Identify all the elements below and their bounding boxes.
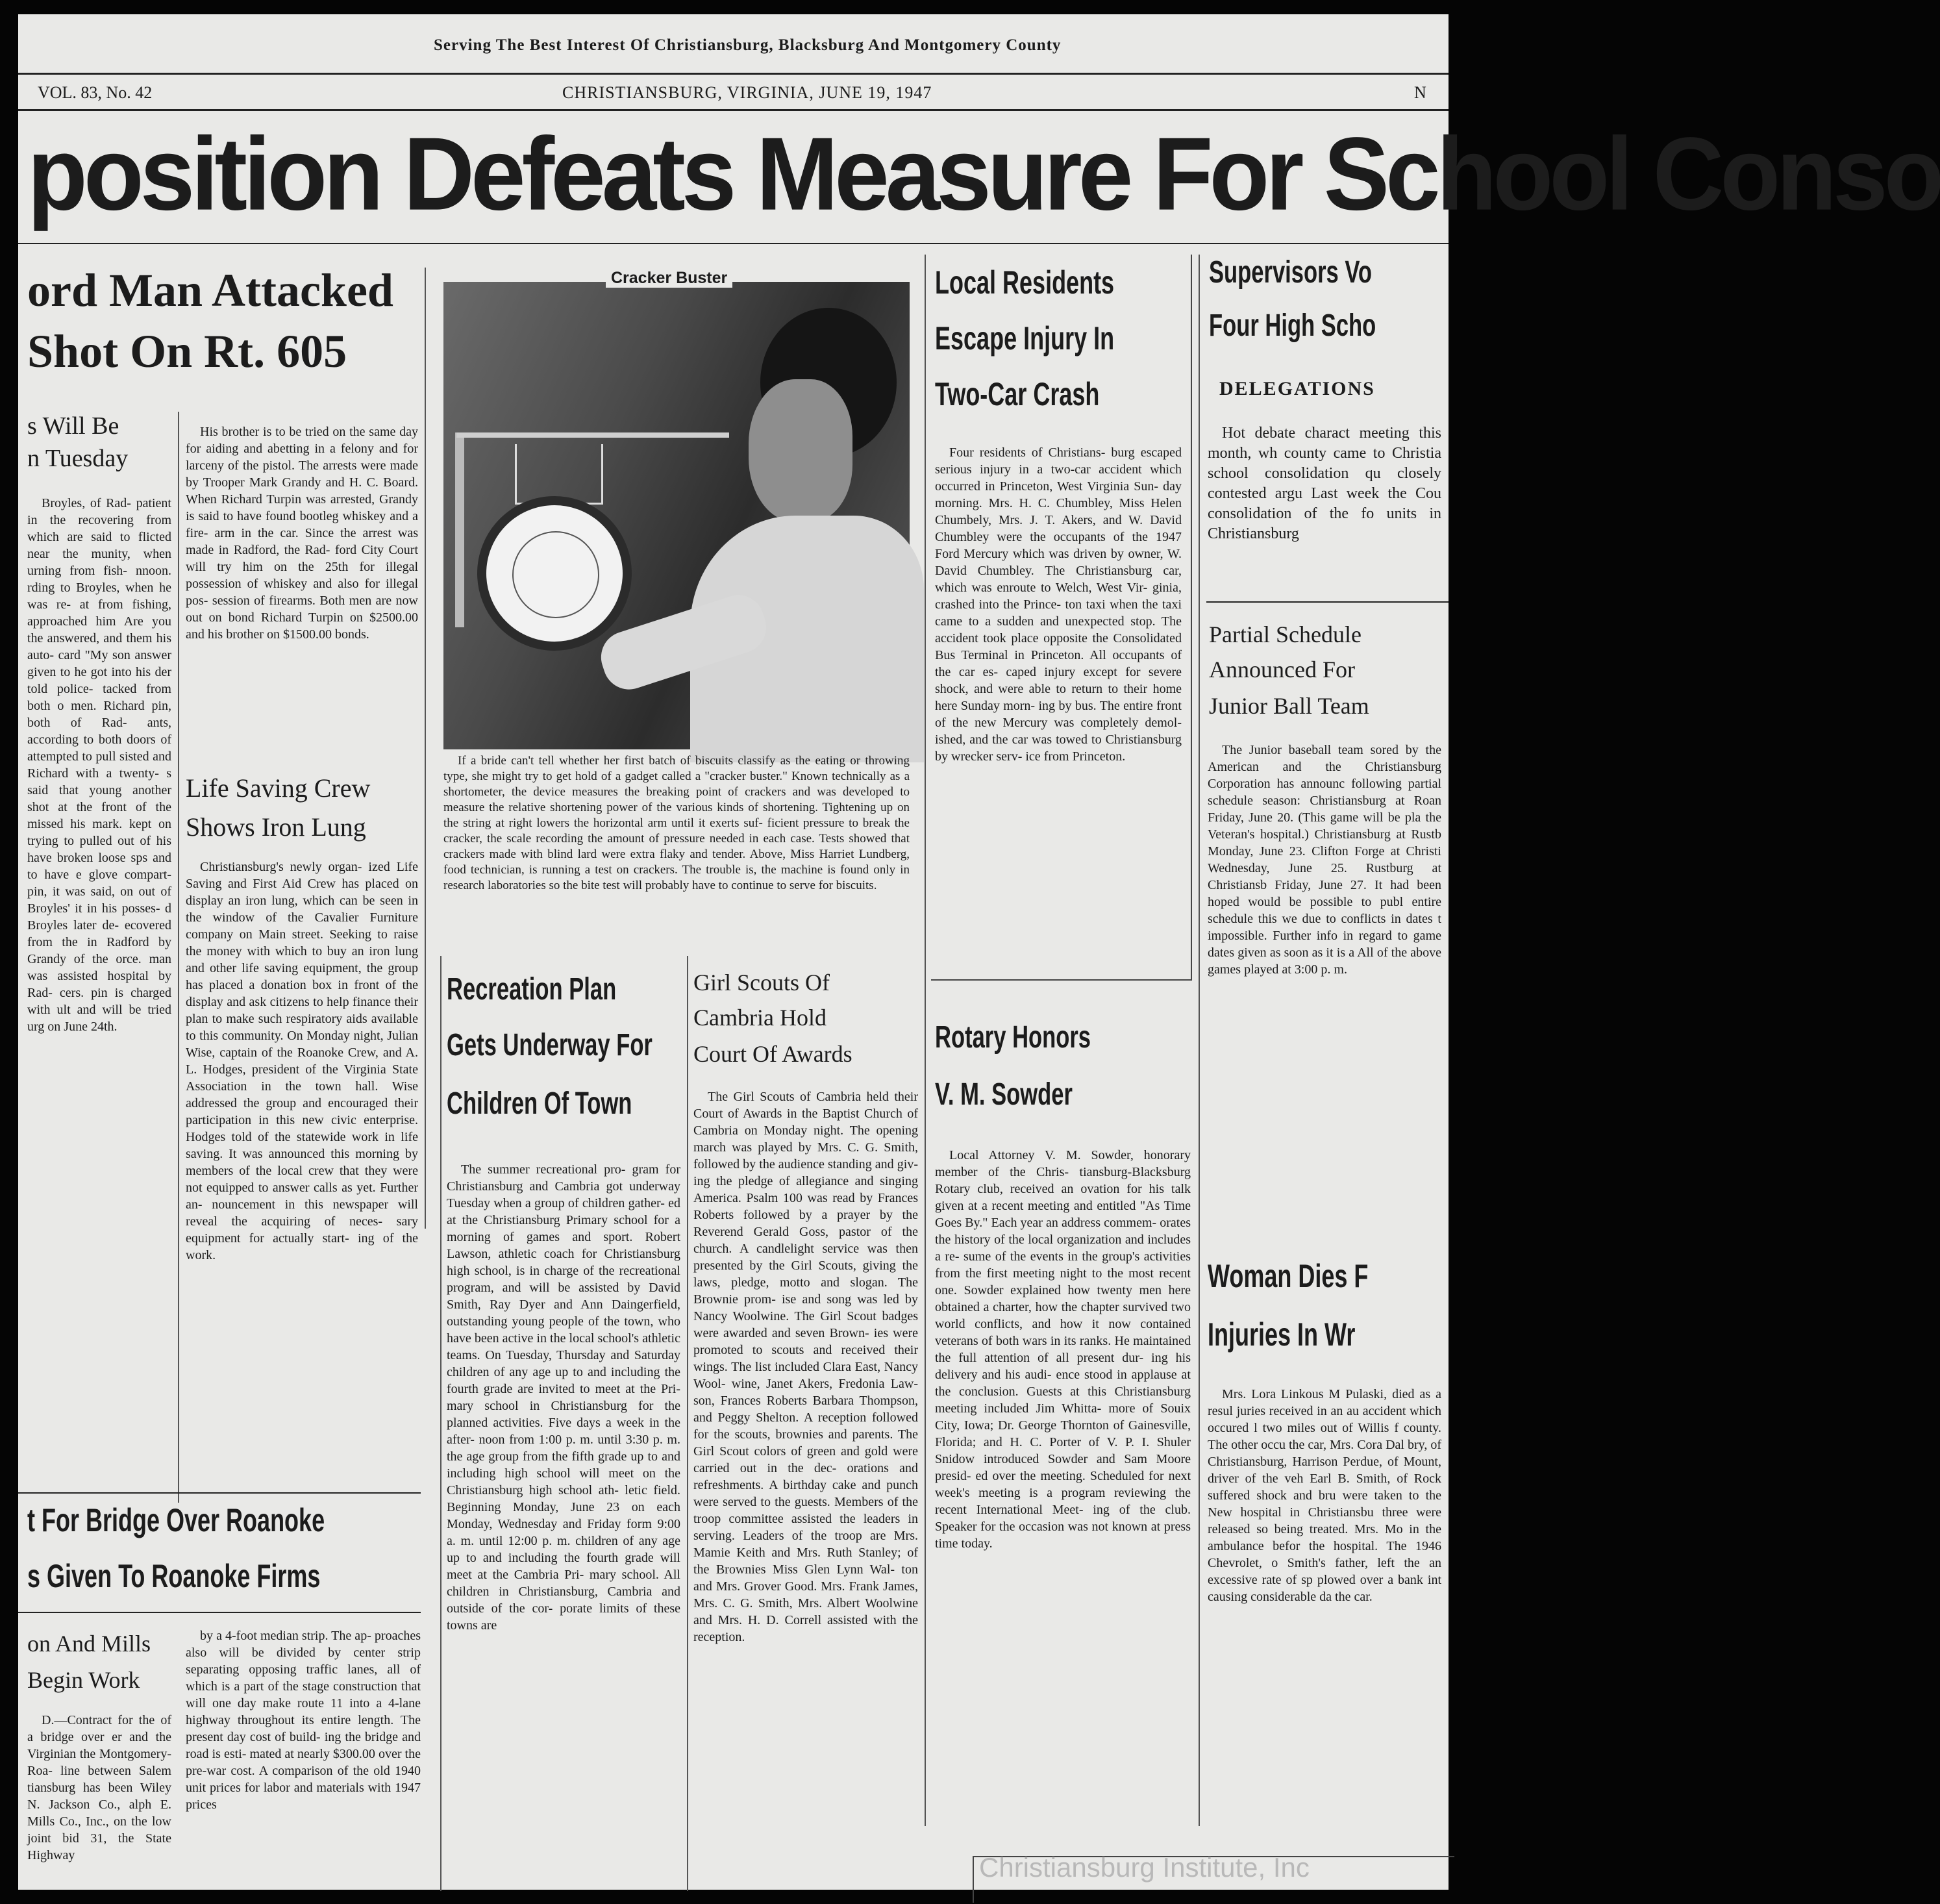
dateline: CHRISTIANSBURG, VIRGINIA, JUNE 19, 1947: [562, 83, 932, 102]
section-rule: [18, 1612, 421, 1613]
attacked-headline-2: Shot On Rt. 605: [27, 325, 347, 377]
lifesaving-headline: Life Saving Crew: [186, 773, 371, 803]
watermark: Christiansburg Institute, Inc: [979, 1852, 1310, 1883]
column-divider: [1199, 255, 1200, 1826]
crash-headline-3: Two-Car Crash: [935, 376, 1100, 412]
bridge-body-right: by a 4-foot median strip. The ap- proaches also will be divided by center strip separating opposing traffic lanes, all of which is a part of the stage construction that will one day make route 11 into a 4-lane highway throughout its entire length. The present day cost of build- ing the bridge and road is esti- mated at nearly $300.00 over the pre-war cost. A comparison of the old 1940 unit prices for labor and materials with 1947 prices: [186, 1629, 421, 1812]
masthead-slogan: Serving The Best Interest Of Christiansburg, Blacksburg And Montgomery County: [434, 36, 1062, 54]
banner-rule: [18, 243, 1449, 244]
newspaper-page: [18, 14, 1940, 1890]
photo-caption: If a bride can't tell whether her first batch of biscuits classify as the eating or throwing type, she might try to get hold of a gadget called a "cracker buster." Known technically as a shortometer, the device measures the breaking point of crackers and was developed to measure the relative shortening power of the various kinds of shortening. Tightening up on the string at right lowers the horizontal arm until it exerts suf- ficient pressure to break the cracker, the scale recording the amount of pressure needed in each case. Tests showed that crackers made with blind lard were extra flaky and tender. Above, Miss Harriet Lundberg, food technician, is running a test on crackers. The trouble is, the machine is found only in research laboratories so the bite test will probably have to continue to serve for biscuits.: [443, 754, 910, 892]
crash-headline: Local Residents: [935, 264, 1115, 301]
cracker-buster-photo: [443, 282, 910, 749]
recreation-headline-3: Children Of Town: [447, 1086, 632, 1121]
supervisors-subhead: DELEGATIONS: [1219, 378, 1375, 399]
column-divider: [178, 412, 179, 1503]
photo-title: Cracker Buster: [606, 269, 732, 288]
attacked-headline: ord Man Attacked: [27, 264, 393, 316]
attacked-subhead-2: n Tuesday: [27, 445, 129, 472]
column-divider: [425, 268, 426, 1229]
ballteam-headline-2: Announced For: [1209, 657, 1355, 683]
volume-number: VOL. 83, No. 42: [38, 83, 153, 102]
bridge-body-left: D.—Contract for the of a bridge over er and the Virginian the Montgomery-Roa- line between Salem tiansburg has been Wiley N. Jackson Co., alph E. Mills Co., Inc., on the low joint bid 31, the State Highway: [27, 1713, 171, 1862]
masthead-rule-top: [18, 73, 1449, 75]
rotary-headline-2: V. M. Sowder: [935, 1077, 1073, 1112]
scouts-headline-2: Cambria Hold: [693, 1005, 827, 1031]
recreation-body: The summer recreational pro- gram for Christiansburg and Cambria got underway Tuesday when a group of children gather- ed at the Christiansburg Primary school for a morning of games and sport. Robert Lawson, athletic coach for Christiansburg high school, is in charge of the recreational program, and will be assisted by David Smith, Ray Dyer and Ann Daingerfield, outstanding young people of the town, who have been active in the local school's athletic teams. On Tuesday, Thursday and Saturday children of any age up to and including the fourth grade are invited to meet at the Pri- mary school in Christiansburg for the planned activities. Five days a week in the after- noon from 1:00 p. m. until 3:30 p. m. the age group from the fifth grade up to and including high school will meet on the Christiansburg high school ath- letic field. Beginning Monday, June 23 on each Monday, Wednesday and Friday form 9:00 a. m. until 12:00 p. m. children of any age up to and including the fourth grade will meet at the Cambria Pri- mary school. All children in Christiansburg, Cambria and outside of the cor- porate limits of these towns are: [447, 1162, 680, 1633]
woman-headline: Woman Dies F: [1208, 1258, 1369, 1294]
ballteam-headline-3: Junior Ball Team: [1209, 693, 1369, 719]
supervisors-headline-2: Four High Scho: [1209, 308, 1376, 343]
woman-headline-2: Injuries In Wr: [1208, 1316, 1356, 1353]
column-divider: [925, 255, 926, 1826]
section-rule: [1206, 601, 1449, 603]
woman-body: Mrs. Lora Linkous M Pulaski, died as a resul juries received in an au accident which occured l two miles out of Willis f county. The other occu the car, Mrs. Cora Dal bry, of Christiansburg, Harrison Perdue, of Mount, driver of the veh Earl B. Smith, of Rock suffered shock and bru were taken to the New hospital in Christiansbu three were released so being treated. Mrs. Mo in the ambulance befor the hospital. The 1946 Chevrolet, o Smith's father, left the an excessive rate of sp plowed over a bank int causing considerable da the car.: [1208, 1387, 1441, 1604]
recreation-headline: Recreation Plan: [447, 972, 617, 1007]
masthead-rule-bottom: [18, 109, 1449, 111]
ballteam-headline: Partial Schedule: [1209, 621, 1362, 647]
scouts-body: The Girl Scouts of Cambria held their Court of Awards in the Baptist Church of Cambria on Monday night. The opening march was played by Mrs. C. G. Smith, followed by the audience standing and giv- ing the pledge of allegiance and singing America. Psalm 100 was read by Frances Roberts followed by a prayer by the Reverend Gerald Goss, pastor of the church. A candlelight service was then presented by the Girl Scouts, giving the laws, pledge, motto and slogan. The Brownie prom- ise and song was led by Nancy Woolwine. The Girl Scout badges were awarded and seven Brown- ies were promoted to scouts and received their wings. The list included Clara East, Nancy Wool- wine, Janet Akers, Fredonia Law- son, Frances Roberts Barbara Thompson, and Peggy Shelton. A reception followed for the scouts, brownies and parents. The Girl Scout colors of green and gold were carried out in the dec- orations and refreshments. A birthday cake and punch were served to the guests. Members of the troop committee assisted the leaders in serving. Leaders of the troop are Mrs. Mamie Keith and Mrs. Ruth Stanley; of the Brownies Miss Glen Lynn Wal- ton and Mrs. Grover Good. Mrs. Frank James, Mrs. C. G. Smith, Mrs. Albert Woolwine and Mrs. H. D. Correll assisted with the reception.: [693, 1090, 918, 1644]
rotary-headline: Rotary Honors: [935, 1020, 1091, 1055]
crash-body: Four residents of Christians- burg escaped serious injury in a two-car accident which occurred in Princeton, West Virginia Sun- day morning. Mrs. H. C. Chumbley, Miss Helen Chumbely, Mrs. J. T. Akers, and W. David Chumbley were the occupants of the 1947 Ford Mercury which was driven by owner, W. David Chumbley. The Christiansburg car, which was enroute to Welch, West Vir- ginia, crashed into the Prince- ton taxi when the taxi came to a sudden and unexpected stop. The accident took place opposite the Consolidated Bus Terminal in Princeton. All occupants of the car es- caped injury except for severe shock, and were able to return to their home here Sunday morn- ing by bus. The entire front of the new Mercury was completely demol- ished, and the car was towed to Christiansburg by wrecker serv- ice from Princeton.: [935, 445, 1182, 764]
banner-headline: position Defeats Measure For School Conso: [27, 116, 1940, 232]
lifesaving-headline-2: Shows Iron Lung: [186, 812, 366, 842]
bridge-headline-2: s Given To Roanoke Firms: [27, 1558, 321, 1594]
attacked-body-right: His brother is to be tried on the same day for aiding and abetting in a felony and for larceny of the pistol. The arrests were made by Trooper Mark Grandy and H. C. Board. When Richard Turpin was arrested, Grandy is said to have found bootleg whiskey and a fire- arm in the car. Since the arrest was made in Radford, the Rad- ford City Court will try him on the 25th for illegal possession of whiskey and also for illegal pos- session of firearms. Both men are now out on bond Richard Turpin on $2500.00 and his brother on $1500.00 bonds.: [186, 425, 418, 642]
supervisors-body: Hot debate charact meeting this month, wh county came to Christia school consolidation qu closely contested argu Last week the Cou consolidation of the fo units in Christiansburg: [1208, 425, 1441, 542]
bridge-headline: t For Bridge Over Roanoke: [27, 1502, 325, 1538]
column-divider: [687, 956, 688, 1891]
supervisors-headline: Supervisors Vo: [1209, 255, 1372, 290]
attacked-subhead: s Will Be: [27, 412, 119, 440]
attacked-body-left: Broyles, of Rad- patient in the recovering from which are said to flicted near the munity, when urning from fish- nnoon. rding to Broyles, when he was re- at from fishing, approached him Are you the answered, and them his auto- card "My son answer given to he got into his der told police- tacked from both o men. Richard pin, both of Rad- ants, according to both doors of attempted to pull sisted and Richard with a twenty- s said that young another shot at the front of the missed his mark. kept on trying to pulled out of his have broken loose sps and to have e glove compart- pin, it was said, on out of Broyles' it in his posses- d Broyles later de- ecovered from the in Radford by Grandy of the orce. man was assisted hospital by Rad- cers. pin is charged with ult and will be tried urg on June 24th.: [27, 496, 171, 1034]
rotary-body: Local Attorney V. M. Sowder, honorary member of the Chris- tiansburg-Blacksburg Rotary club, received an ovation for his talk given at a recent meeting and entitled "As Time Goes By." Each year an address commem- orates the history of the local organization and includes a re- sume of the events in the group's activities from the first meeting night to the most recent one. Sowder explained how twenty men here obtained a charter, how the chapter survived two world conflicts, and how it now contained veterans of both wars in its ranks. He maintained the full attention of all present dur- ing his delivery and his audi- ence stood in applause at the conclusion. Guests at this Christiansburg meeting included Jim Whitta- more of Souix City, Iowa; Dr. George Thornton of Gainesville, Florida; and H. C. Porter of V. P. I. Shuler Snidow introduced Sowder and Sam Moore presid- ed over the meeting. Scheduled for next week's meeting is a program reviewing the recent International Meet- ing of the club. Speaker for the occasion was not known at press time today.: [935, 1148, 1191, 1551]
scouts-headline-3: Court Of Awards: [693, 1041, 852, 1067]
bridge-subhead: on And Mills: [27, 1631, 151, 1657]
lifesaving-body: Christiansburg's newly organ- ized Life Saving and First Aid Crew has placed on display an iron lung, which can be seen in the window of the Cavalier Furniture company on Main street. Seeking to raise the money with which to buy an iron lung and other life saving equipment, the group has placed a donation box in front of the display and ask citizens to help finance their plan to make such respiratory aids available to this community. On Monday night, Julian Wise, captain of the Roanoke Crew, and A. L. Hodges, president of the Virginia State Association in the town hall. Wise addressed the group and encouraged their participation in this new civic enterprise. Hodges told of the statewide work in life saving. It was announced this morning by members of the local crew that they were not equipped to answer calls as yet. Further an- nouncement in this newspaper will reveal the acquiring of neces- sary equipment for actually start- ing of the work.: [186, 860, 418, 1262]
masthead-edge-text: N: [1414, 83, 1426, 102]
recreation-headline-2: Gets Underway For: [447, 1028, 653, 1062]
crash-headline-2: Escape Injury In: [935, 320, 1115, 357]
column-divider: [440, 956, 441, 1891]
bridge-subhead-2: Begin Work: [27, 1667, 140, 1693]
scouts-headline: Girl Scouts Of: [693, 970, 830, 996]
ballteam-body: The Junior baseball team sored by the American and the Christiansburg Corporation has announc following partial schedule season: Christiansburg at Roan Friday, June 20. (This game will be pla the Veteran's hospital.) Christiansburg at Rustb Monday, June 23. Clifton Forge at Christi Wednesday, June 25. Rustburg at Christiansb Friday, June 27. It had been hoped would be possible to publ entire schedule this we due to conflicts in dates t impossible. Further info in regard to game dates given as soon as it is a All of the above games played at 3:00 p. m.: [1208, 743, 1441, 977]
section-rule: [18, 1492, 421, 1494]
